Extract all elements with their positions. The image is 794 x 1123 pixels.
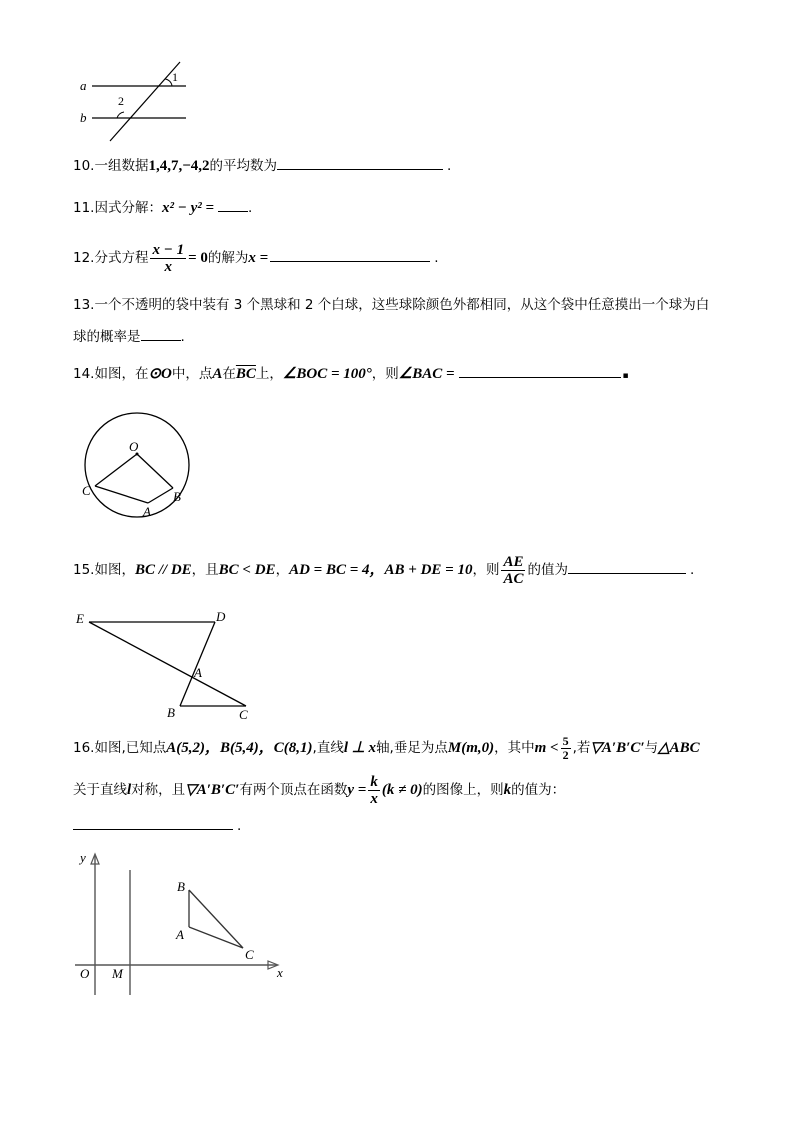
q14-angle-ask: ∠BAC = (398, 366, 455, 382)
q15-text2: ，且 (191, 562, 219, 578)
question-10 (73, 155, 451, 176)
q15-text1: 如图， (94, 562, 135, 578)
segment-db (180, 622, 215, 706)
q16-line2-l: l (127, 782, 132, 798)
segment-ac (189, 927, 243, 948)
q16-tri2: △ABC (658, 740, 700, 756)
q12-equals: = 0 (188, 250, 208, 266)
q15-end: . (689, 562, 695, 578)
q16-text3: 轴,垂足为点 (376, 740, 448, 756)
segment-ca (95, 486, 148, 503)
q13-line2-prefix: 球的概率是 (73, 329, 141, 345)
q10-answer-blank[interactable] (277, 155, 443, 170)
q10-data: 1,4,7,−4,2 (148, 158, 210, 174)
q12-answer-blank[interactable] (270, 247, 430, 262)
question-16-line3 (73, 815, 241, 836)
label-a: A (143, 504, 151, 519)
q16-fraction-5-2 (561, 735, 571, 762)
q16-text2: ,直线 (312, 740, 344, 756)
q16-text4: ，其中 (494, 740, 535, 756)
q12-text: 分式方程 (94, 250, 149, 266)
q11-expression: x² − y² = (161, 200, 215, 216)
q14-circle: ⊙O (148, 366, 172, 382)
q15-cond1: BC // DE (134, 562, 192, 578)
label-1: 1 (172, 70, 178, 84)
q11-end: . (248, 200, 253, 216)
q16-points: A(5,2)，B(5,4)，C(8,1) (166, 740, 313, 756)
q16-line2-cond: (k ≠ 0) (381, 782, 423, 798)
label-c: C (82, 483, 91, 498)
q14-text3: 在 (222, 366, 236, 382)
q16-number: 16. (73, 740, 95, 756)
q14-angle-given: ∠BOC = 100° (282, 366, 372, 382)
q16-line2-k: k (503, 782, 512, 798)
q10-end: . (447, 158, 452, 174)
q12-var: x = (248, 250, 269, 266)
q12-suffix: 的解为 (207, 250, 249, 266)
q15-fraction (501, 554, 525, 587)
q16-line2-text4: 的图像上，则 (422, 782, 504, 798)
q16-func-denominator: x (370, 790, 378, 807)
q15-answer-blank[interactable] (568, 559, 686, 574)
q16-line2-text5: 的值为： (511, 782, 566, 798)
q16-line2-text3: 有两个顶点在函数 (239, 782, 348, 798)
q16-text5: ,若 (572, 740, 591, 756)
q16-func-numerator: k (370, 773, 378, 790)
q16-func-fraction (368, 774, 380, 807)
q15-frac-numerator: AE (503, 553, 524, 570)
q15-suffix: 的值为 (527, 562, 568, 578)
label-m: M (112, 966, 123, 981)
question-11 (73, 197, 252, 218)
q16-point-m: M(m,0) (447, 740, 495, 756)
label-b: b (80, 110, 87, 125)
segment-bc (189, 890, 243, 948)
q12-fraction (150, 242, 186, 275)
q14-text1: 如图，在 (94, 366, 149, 382)
figure-parallel-triangles (0, 605, 794, 725)
q16-line2-text1: 关于直线 (73, 782, 127, 798)
q16-line2-tri: ▽A′B′C′ (185, 782, 240, 798)
figure-coordinate-plane (0, 840, 794, 1000)
q12-number: 12. (73, 250, 95, 266)
q16-cond-denominator: 2 (562, 747, 569, 762)
q16-line2-func: y = (347, 782, 367, 798)
label-y: y (80, 850, 86, 865)
angle-2-arc (117, 112, 124, 118)
question-14 (73, 363, 629, 386)
q14-text5: ，则 (371, 366, 399, 382)
q14-number: 14. (73, 366, 95, 382)
q11-text: 因式分解： (94, 200, 162, 216)
q16-tri1: ▽A′B′C′ (590, 740, 645, 756)
q15-text3: ， (275, 562, 290, 578)
label-2: 2 (118, 94, 124, 108)
q16-end: . (237, 818, 242, 834)
q13-answer-blank[interactable] (141, 326, 181, 341)
q15-cond2: BC < DE (218, 562, 276, 578)
segment-ob (137, 454, 173, 488)
q16-line2-text2: 对称，且 (131, 782, 186, 798)
label-o: O (80, 966, 90, 981)
q16-text6: 与 (644, 740, 659, 756)
label-b: B (173, 489, 181, 504)
label-o: O (129, 439, 139, 454)
q15-frac-denominator: AC (503, 570, 524, 587)
label-b: B (167, 705, 175, 720)
q11-number: 11. (73, 200, 95, 216)
q14-text4: 上， (255, 366, 283, 382)
q14-answer-blank[interactable] (459, 363, 621, 378)
label-c: C (239, 707, 248, 722)
q16-text1: 如图,已知点 (94, 740, 167, 756)
q15-number: 15. (73, 562, 95, 578)
question-16-line2 (73, 772, 565, 808)
q11-answer-blank[interactable] (218, 197, 248, 212)
q14-end: ▪ (622, 371, 629, 381)
label-e: E (76, 611, 84, 626)
q10-text: 一组数据 (94, 158, 149, 174)
q14-point-a: A (212, 366, 223, 382)
label-a: A (176, 927, 184, 942)
q12-frac-numerator: x − 1 (152, 241, 185, 258)
question-13-line2 (73, 326, 185, 347)
q16-cond-numerator: 5 (562, 733, 569, 748)
label-d: D (216, 609, 226, 624)
segment-ec (89, 622, 246, 706)
label-c: C (245, 947, 254, 962)
q13-end: . (180, 329, 185, 345)
question-15 (73, 552, 694, 588)
q15-text4: ，则 (472, 562, 500, 578)
q14-arc: $\overline{BC}$ (235, 366, 256, 382)
label-b: B (177, 879, 185, 894)
label-a: a (80, 78, 87, 93)
angle-1-arc (165, 79, 172, 86)
q16-answer-blank[interactable] (73, 815, 233, 830)
q15-cond3: AD = BC = 4，AB + DE = 10 (289, 562, 473, 578)
label-a: A (194, 665, 202, 680)
segment-oc (95, 454, 137, 486)
q12-end: . (434, 250, 439, 266)
q10-suffix: 的平均数为 (209, 158, 278, 174)
question-12 (73, 240, 439, 276)
figure-circle (0, 400, 794, 525)
q16-cond-m: m < (534, 740, 559, 756)
q16-line-l: l ⊥ x (343, 740, 377, 756)
segment-ab (148, 488, 173, 503)
q14-text2: 中，点 (171, 366, 213, 382)
q12-frac-denominator: x (164, 258, 173, 275)
question-13-line1: 13.一个不透明的袋中装有 3 个黑球和 2 个白球，这些球除颜色外都相同，从这个袋中任意摸出一个球为白 (73, 297, 710, 313)
q10-number: 10. (73, 158, 95, 174)
figure-parallel-lines (0, 0, 794, 150)
question-16-line1 (73, 730, 700, 766)
label-x: x (277, 965, 283, 980)
